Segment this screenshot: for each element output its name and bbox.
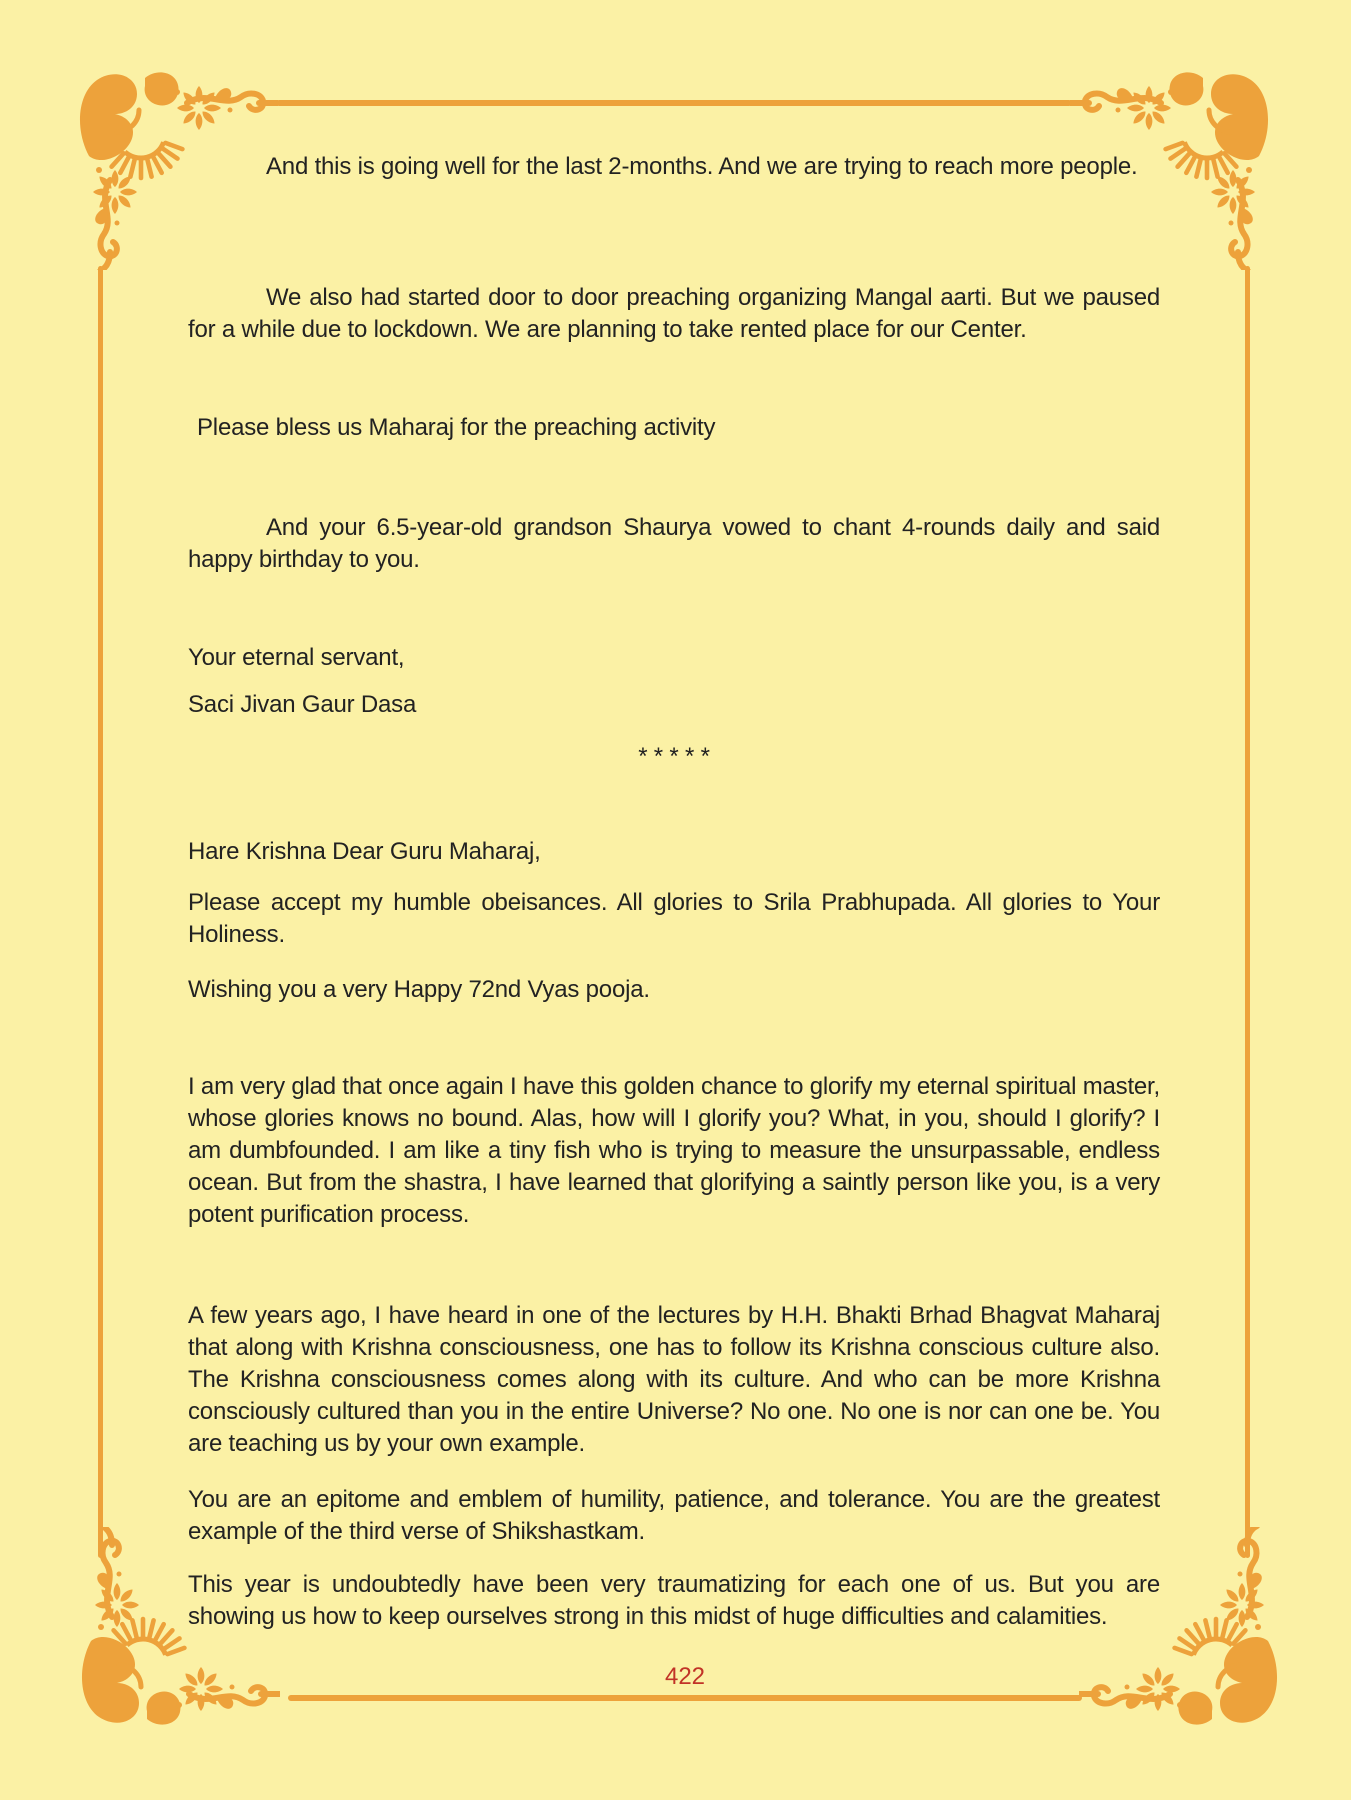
frame-line-top bbox=[276, 100, 1072, 106]
paragraph-obeisances: Please accept my humble obeisances. All glories to Srila Prabhupada. All glories to Your Holiness. bbox=[188, 889, 1160, 948]
paragraph-culture: A few years ago, I have heard in one of the lectures by H.H. Bhakti Brhad Bhagvat Maharaj that along with Krishna consciousness, one has to follow its Krishna conscious culture also. The Krishna consciousness comes along with its culture. And who can be more Krishna consciously cultured than you in the entire Universe? No one. No one is nor can one be. You are teaching us by your own example. bbox=[188, 1302, 1160, 1457]
paragraph-glorify: I am very glad that once again I have this golden chance to glorify my eternal spiritual master, whose glories knows no bound. Alas, how will I glorify you? What, in you, should I glorify? I am dumbfounded. I am like a tiny fish who is trying to measure the unsurpassable, endless ocean. But from the shastra, I have learned that glorifying a saintly person like you, is a very potent purification process. bbox=[188, 1073, 1160, 1228]
letter-separator-stars: * * * * * bbox=[638, 743, 710, 770]
frame-line-bottom bbox=[288, 1695, 1082, 1701]
paragraph-epitome: You are an epitome and emblem of humility, patience, and tolerance. You are the greatest example of the third verse of Shikshastkam. bbox=[188, 1486, 1160, 1545]
paragraph-wishing: Wishing you a very Happy 72nd Vyas pooja. bbox=[188, 976, 650, 1003]
paragraph-this-year: This year is undoubtedly have been very traumatizing for each one of us. But you are showing us how to keep ourselves strong in this midst of huge difficulties and calamities. bbox=[188, 1571, 1160, 1630]
paragraph-door-preaching: We also had started door to door preaching organizing Mangal aarti. But we paused for a while due to lockdown. We are planning to take rented place for our Center. bbox=[188, 284, 1160, 343]
letter-salutation: Hare Krishna Dear Guru Maharaj, bbox=[188, 838, 541, 865]
frame-line-left bbox=[98, 266, 103, 1558]
paragraph-bless-us: Please bless us Maharaj for the preaching activity bbox=[197, 414, 716, 441]
page-number: 422 bbox=[664, 1663, 706, 1690]
paragraph-going-well: And this is going well for the last 2-months. And we are trying to reach more people. bbox=[266, 153, 1138, 180]
paragraph-grandson: And your 6.5-year-old grandson Shaurya vowed to chant 4-rounds daily and said happy birthday to you. bbox=[188, 514, 1160, 573]
frame-line-right bbox=[1245, 266, 1250, 1558]
letter-closing: Your eternal servant, bbox=[188, 644, 405, 671]
letter-signature: Saci Jivan Gaur Dasa bbox=[188, 691, 417, 718]
